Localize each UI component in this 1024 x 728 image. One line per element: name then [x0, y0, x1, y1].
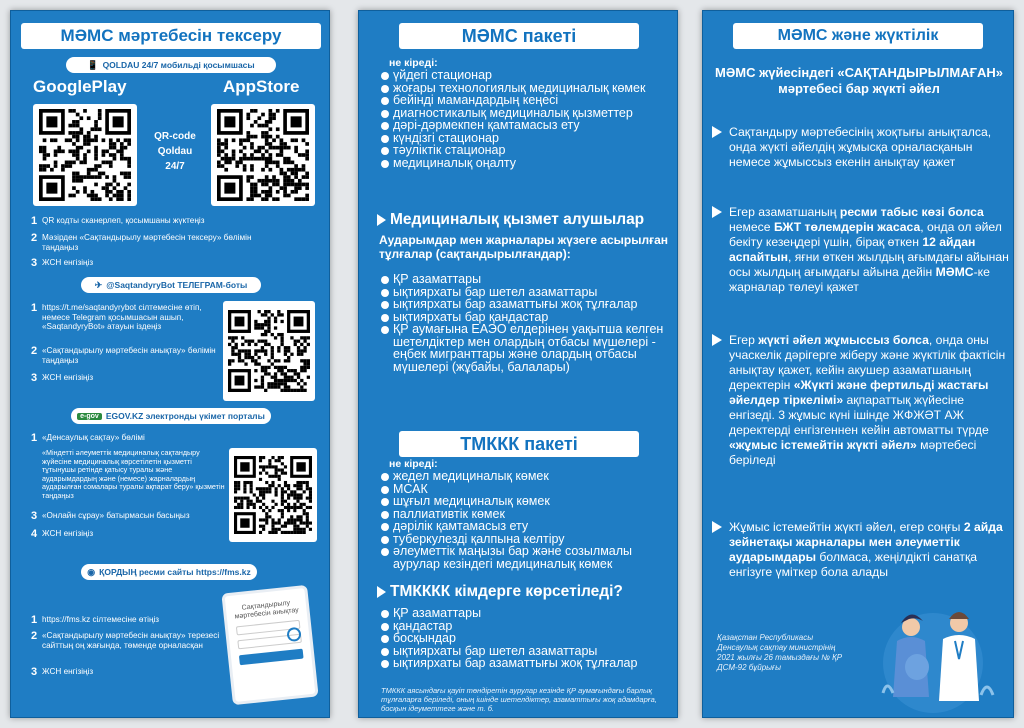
step-2	[31, 449, 226, 500]
qr-caption-line: Qoldau	[157, 146, 193, 157]
recipients-heading	[377, 211, 644, 229]
paragraph-3	[729, 333, 1009, 468]
step-3	[31, 511, 231, 522]
tmkkk-recipients-list	[379, 607, 674, 670]
recipients-subtitle: Аударымдар мен жарналары жүзеге асырылған тұлғалар (сақтандырылғандар):	[379, 233, 669, 261]
egov-qr-code[interactable]	[229, 448, 317, 542]
mams-services-list	[379, 69, 674, 169]
list-item: босқындар	[379, 632, 674, 645]
list-item: ҚР азаматтары	[379, 607, 674, 620]
egov-badge: e-gov	[77, 413, 102, 420]
qr-code-caption	[144, 129, 206, 174]
text-part-bold: ресми табыс көзі болса	[839, 205, 984, 219]
list-item: бейінді мамандардың кеңесі	[379, 94, 674, 107]
arrow-bullet-icon	[712, 206, 722, 218]
list-item: әлеуметтік маңызы бар және созылмалы аурулар кезіндегі медициналық көмек	[379, 545, 674, 570]
step-4	[31, 529, 231, 540]
text-part-bold: МӘМС	[935, 265, 974, 279]
googleplay-label: GooglePlay	[33, 77, 127, 96]
step-number: 3	[31, 510, 38, 522]
triangle-bullet-icon	[377, 586, 386, 598]
phone-screen-illustration	[221, 585, 318, 705]
googleplay-qr-code[interactable]	[33, 104, 137, 206]
qoldau-app-label: QOLDAU 24/7 мобильді қосымшасы	[102, 60, 255, 70]
list-item: паллиативтік көмек	[379, 508, 674, 521]
text-part-bold: 2 айда зейнетақы жарналары мен әлеуметтік аударымдары	[729, 520, 1003, 564]
telegram-bot-label: @SaqtandyrуBot ТЕЛЕГРАМ-боты	[106, 280, 248, 290]
step-number: 3	[31, 257, 38, 269]
panel-mams-package	[358, 10, 678, 718]
panel2-title: МӘМС пакеті	[399, 23, 639, 49]
step-2	[31, 631, 221, 650]
step-2	[31, 233, 261, 252]
text-part: немесе	[729, 220, 774, 234]
triangle-bullet-icon	[377, 214, 386, 226]
arrow-bullet-icon	[712, 126, 722, 138]
step-text: «Сақтандырылу мәртебесін анықтау» терезесі сайттың оң жағында, төменде орналасқан	[42, 631, 220, 650]
text-part: болмаса, жеңілдікті санатқа енгізуге үміткер бола алады	[729, 550, 978, 579]
text-part-bold: «Жүкті және фертильді жастағы әйелдер тіркелімі»	[729, 378, 989, 407]
list-item: МСАК	[379, 483, 674, 496]
list-item: ықтиярхаты бар қандастар	[379, 311, 674, 324]
list-item: туберкулезді қалпына келтіру	[379, 533, 674, 546]
list-item: күндізгі стационар	[379, 132, 674, 145]
step-number: 2	[31, 232, 38, 244]
text-part: Егер азаматшаның	[729, 205, 840, 219]
step-3	[31, 258, 261, 269]
text-part-bold: «жұмыс істемейтін жүкті әйел»	[729, 438, 917, 452]
arrow-bullet-icon	[712, 334, 722, 346]
list-item: ықтиярхаты бар шетел азаматтары	[379, 645, 674, 658]
step-3	[31, 667, 221, 678]
text-part: мәртебесі беріледі	[729, 438, 977, 467]
paragraph-1-text: Сақтандыру мәртебесінің жоқтығы анықталса, онда жүкті әйелдің жұмысқа орналасқанын немесе жұмыссыз екенін анықтау қажет	[729, 125, 992, 169]
qr-caption-line: QR-code	[154, 131, 196, 142]
paragraph-2	[729, 205, 1009, 295]
text-part: , яғни өткен жылдың ағымдағы айынан осы жылдың ағымдағы айына дейін	[729, 250, 1009, 279]
step-1	[31, 433, 221, 444]
panel3-subtitle: МӘМС жүйесіндегі «САҚТАНДЫРЫЛМАҒАН» мәртебесі бар жүкті әйел	[714, 65, 1004, 96]
step-1	[31, 303, 219, 332]
text-part-bold: жүкті әйел жұмыссыз болса	[758, 333, 929, 347]
egov-pill	[71, 408, 271, 424]
step-2	[31, 346, 219, 365]
step-text: https://fms.kz сілтемесіне өтіңіз	[42, 615, 160, 624]
appstore-label: AppStore	[223, 77, 300, 96]
includes-label-2: не кіреді:	[389, 458, 438, 470]
step-number: 2	[31, 345, 38, 357]
list-item: жоғары технологиялық медициналық көмек	[379, 82, 674, 95]
step-number: 1	[31, 215, 38, 227]
paragraph-1	[729, 125, 1009, 170]
step-text: https://t.me/saqtandyrybot сілтемесіне өтіп, немесе Telegram қосымшасын ашып, «SaqtandyrуBot» атауын іздеңіз	[42, 303, 202, 331]
list-item: дәрілік қамтамасыз ету	[379, 520, 674, 533]
step-1	[31, 615, 221, 626]
telegram-qr-code[interactable]	[223, 301, 315, 401]
step-text: ЖСН енгізіңіз	[42, 373, 94, 382]
list-item: шұғыл медициналық көмек	[379, 495, 674, 508]
who-heading	[377, 583, 623, 601]
list-item: медициналық оңалту	[379, 157, 674, 170]
who-heading-text: ТМКККК кімдерге көрсетіледі?	[390, 583, 623, 600]
includes-label: не кіреді:	[389, 57, 438, 69]
step-text: «Сақтандырылу мәртебесін анықтау» бөлімін таңдаңыз	[42, 346, 216, 365]
tmkkk-title: ТМККК пакеті	[399, 431, 639, 457]
step-text: «Міндетті әлеуметтік медициналық сақтандыру жүйесіне медициналық көрсетілетін қызметті тұтынушы ретінде қатысу туралы және аударымдардың және (немесе) жарналардың аударылған сомалары туралы ақпарат беру» қызметін таңдаңыз	[42, 448, 225, 500]
text-part: ақпараттық жүйесіне енгізеді. 3 жұмыс күні ішінде ЖФЖӘТ АЖ деректерді енгізгеннен кейін автоматты түрде	[729, 393, 989, 437]
qoldau-app-pill	[66, 57, 276, 73]
list-item: дәрі-дәрмекпен қамтамасыз ету	[379, 119, 674, 132]
step-number: 4	[31, 528, 38, 540]
text-part: , онда оны учаскелік дәрігерге жіберу және жүктілік фактісін анықтау қажет, кейін акушер азаматшаның деректерін	[729, 333, 1006, 392]
panel1-title: МӘМС мәртебесін тексеру	[21, 23, 321, 49]
fms-site-pill	[81, 564, 257, 580]
text-part-bold: 12 айдан аспайтын	[729, 235, 976, 264]
phone-submit-button	[239, 649, 304, 666]
fms-site-label: ҚОРДЫҢ ресми сайты https://fms.kz	[99, 567, 251, 577]
text-part: Жұмыс істемейтін жүкті әйел, егер соңғы	[729, 520, 964, 534]
list-item: қандастар	[379, 620, 674, 633]
step-text: ЖСН енгізіңіз	[42, 258, 94, 267]
step-text: ЖСН енгізіңіз	[42, 667, 94, 676]
step-number	[31, 449, 39, 500]
paragraph-4	[729, 520, 1009, 580]
phone-icon: 📱	[87, 59, 99, 70]
list-item: ҚР азаматтары	[379, 273, 674, 286]
fund-logo-icon: ◉	[87, 566, 96, 577]
qr-caption-line: 24/7	[165, 161, 185, 172]
list-item: ҚР аумағына ЕАЭО елдерінен уақытша келген шетелдіктер мен олардың отбасы мүшелері - еңбек мигранттары және олардың отбасы мүшелері (жұбайы, балалары)	[379, 323, 674, 373]
list-item: диагностикалық медициналық қызметтер	[379, 107, 674, 120]
step-number: 3	[31, 666, 38, 678]
list-item: ықтиярхаты бар азаматтығы жоқ тұлғалар	[379, 298, 674, 311]
step-number: 1	[31, 302, 38, 314]
step-number: 1	[31, 614, 38, 626]
text-part-bold: БЖТ төлемдерін жасаса	[773, 220, 921, 234]
panel-status-check	[10, 10, 330, 718]
step-text: ЖСН енгізіңіз	[42, 529, 94, 538]
step-text: «Денсаулық сақтау» бөлімі	[42, 433, 145, 442]
recipients-heading-text: Медициналық қызмет алушылар	[390, 211, 645, 228]
panel-pregnancy	[702, 10, 1014, 718]
step-number: 2	[31, 630, 38, 642]
step-text: QR кодты сканерлеп, қосымшаны жүктеңіз	[42, 216, 205, 225]
text-part: Егер	[729, 333, 759, 347]
step-number: 3	[31, 372, 38, 384]
step-1	[31, 216, 321, 227]
step-text: «Онлайн сұрау» батырмасын басыңыз	[42, 511, 190, 520]
step-text: Мәзірден «Сақтандырылу мәртебесін тексеру» бөлімін таңдаңыз	[42, 233, 252, 252]
text-part: , онда ол әйел бекіту кезеңдері үшін, бірақ өткен	[729, 220, 1002, 249]
footnote: ТМККК аясындағы қауіп төндіретін аурулар кезінде ҚР аумағындағы барлық тұлғаларға беріледі, оның ішінде шетелдіктер, азаматтығы жоқ адамдарға, босқын ідеуметтеге және т. б.	[381, 686, 657, 713]
doctor-patient-illustration	[863, 583, 1003, 713]
egov-label: EGOV.KZ электронды үкімет порталы	[105, 411, 265, 421]
list-item: жедел медициналық көмек	[379, 470, 674, 483]
step-3	[31, 373, 219, 384]
tmkkk-services-list	[379, 470, 674, 570]
list-item: ықтиярхаты бар шетел азаматтары	[379, 286, 674, 299]
ministry-order: Қазақстан Республикасы Денсаулық сақтау министрінің 2021 жылғы 26 тамыздағы № ҚР ДСМ-92 бұйрығы	[717, 633, 843, 672]
list-item: үйдегі стационар	[379, 69, 674, 82]
list-item: ықтиярхаты бар азаматтығы жоқ тұлғалар	[379, 657, 674, 670]
phone-screen-title: Сақтандырылу мәртебесін анықтау	[234, 599, 300, 621]
step-number: 1	[31, 432, 38, 444]
recipients-list	[379, 273, 674, 373]
telegram-bot-pill	[81, 277, 261, 293]
arrow-bullet-icon	[712, 521, 722, 533]
appstore-qr-code[interactable]	[211, 104, 315, 206]
text-part: -ке жарналар төлеуі қажет	[729, 265, 990, 294]
list-item: тәуліктік стационар	[379, 144, 674, 157]
telegram-icon: ✈	[94, 279, 103, 290]
panel3-title: МӘМС және жүктілік	[733, 23, 983, 49]
